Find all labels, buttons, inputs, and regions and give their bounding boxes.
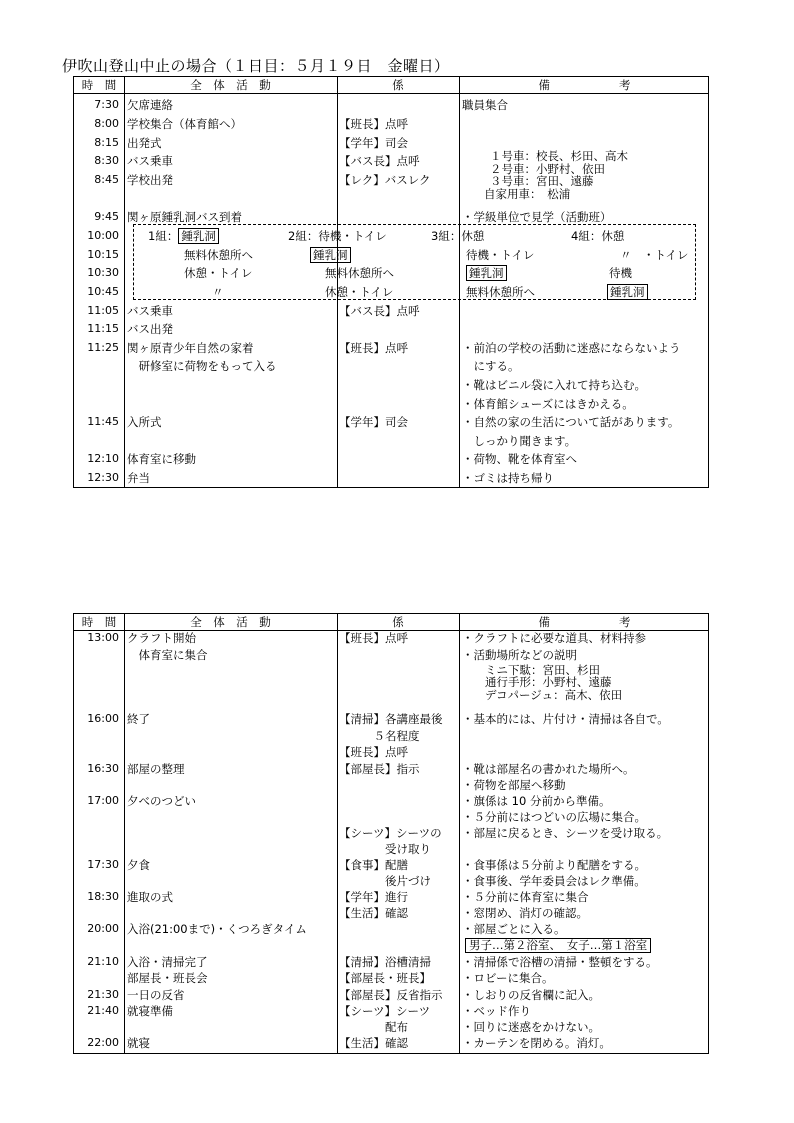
row-time: 17:30 xyxy=(87,858,119,871)
row-activity: 入浴・清掃完了 xyxy=(127,955,208,969)
row-time: 11:05 xyxy=(87,304,119,317)
row-staff: 【清掃】各講座最後 xyxy=(339,712,443,726)
header-staff: 係 xyxy=(392,615,404,629)
row-staff: 【班長】点呼 xyxy=(339,745,408,759)
row-note: ・ゴミは持ち帰り xyxy=(462,471,554,485)
row-staff: 【班長】点呼 xyxy=(339,341,408,355)
g2-1015: 鍾乳洞 xyxy=(310,248,351,262)
row-time: 11:15 xyxy=(87,322,119,335)
row-activity: 関ヶ原青少年自然の家着 xyxy=(127,341,254,355)
row-time: 11:25 xyxy=(87,341,119,354)
row-note: ・荷物を部屋へ移動 xyxy=(462,778,566,792)
row-time: 8:15 xyxy=(94,136,119,149)
row-time: 16:00 xyxy=(87,712,119,725)
row-note: ・清掃係で浴槽の清掃・整頓をする。 xyxy=(462,955,658,969)
row-time: 17:00 xyxy=(87,794,119,807)
row-note: ・ベッド作り xyxy=(462,1004,531,1018)
row-time: 10:00 xyxy=(87,229,119,242)
row-activity: 夕べのつどい xyxy=(127,794,196,808)
row-staff: 【部屋長】指示 xyxy=(339,762,420,776)
g3-1015: 待機・トイレ xyxy=(466,248,535,262)
row-time: 16:30 xyxy=(87,762,119,775)
row-note: しっかり聞きます。 xyxy=(462,434,577,448)
row-time: 13:00 xyxy=(87,631,119,644)
row-time: 10:15 xyxy=(87,248,119,261)
header-staff: 係 xyxy=(392,78,404,92)
row-time: 21:40 xyxy=(87,1004,119,1017)
row-note: ミニ下駄：宮田、杉田 xyxy=(462,663,600,677)
row-activity: バス乗車 xyxy=(127,154,173,168)
car-1: １号車：校長、杉田、高木 xyxy=(490,149,628,163)
row-staff: 【食事】配膳 xyxy=(339,858,408,872)
row-staff: 【班長】点呼 xyxy=(339,631,408,645)
row-activity: 弁当 xyxy=(127,471,150,485)
row-activity: 欠席連絡 xyxy=(127,98,173,112)
group3-label: 3組：休憩 xyxy=(431,229,485,243)
row-activity: 部屋の整理 xyxy=(127,762,185,776)
row-note: ・カーテンを閉める。消灯。 xyxy=(462,1036,611,1050)
row-staff: 【学年】進行 xyxy=(339,890,408,904)
row-staff: 【バス長】点呼 xyxy=(339,154,420,168)
row-time: 10:45 xyxy=(87,285,119,298)
row-note: ・靴は部屋名の書かれた場所へ。 xyxy=(462,762,635,776)
row-activity: 体育室に集合 xyxy=(127,648,208,662)
row-note: ・前泊の学校の活動に迷惑にならないよう xyxy=(462,341,681,355)
row-staff: 【レク】バスレク xyxy=(339,173,431,187)
row-staff: 【学年】司会 xyxy=(339,136,408,150)
row-activity: バス出発 xyxy=(127,322,173,336)
row-note: 通行手形：小野村、遠藤 xyxy=(462,675,612,689)
row-activity: 就寝準備 xyxy=(127,1004,173,1018)
g2-1045: 休憩・トイレ xyxy=(325,285,394,299)
row-note: ・回りに迷惑をかけない。 xyxy=(462,1020,600,1034)
car-2: ２号車：小野村、依田 xyxy=(490,161,605,176)
row-staff: 【学年】司会 xyxy=(339,415,408,429)
row-time: 8:00 xyxy=(94,117,119,130)
car-3: ３号車：宮田、遠藤 xyxy=(490,174,594,188)
g1-1045: 〃 xyxy=(212,285,224,299)
header-time: 時 間 xyxy=(81,78,117,92)
g3-1045: 無料休憩所へ xyxy=(466,285,535,299)
row-note: ・基本的には、片付け・清掃は各自で。 xyxy=(462,712,669,726)
row-note: ・旗係は 10 分前から準備。 xyxy=(462,794,611,808)
group2-label: 2組：待機・トイレ xyxy=(288,229,387,243)
header-activity: 全 体 活 動 xyxy=(190,615,271,629)
row-note: ・５分前に体育室に集合 xyxy=(462,890,589,904)
row-staff: 【部屋長】反省指示 xyxy=(339,988,443,1002)
row-activity: 研修室に荷物をもって入る xyxy=(127,359,277,373)
row-activity: 入所式 xyxy=(127,415,162,429)
g3-1030: 鍾乳洞 xyxy=(466,266,507,280)
row-time: 12:30 xyxy=(87,471,119,484)
g4-1045: 鍾乳洞 xyxy=(607,285,648,299)
row-note: ・食事係は５分前より配膳をする。 xyxy=(462,858,646,872)
row-time: 7:30 xyxy=(94,98,119,111)
row-note: ・５分前にはつどいの広場に集合。 xyxy=(462,810,646,824)
g1-1015: 無料休憩所へ xyxy=(184,248,253,262)
header-notes: 備 考 xyxy=(538,615,631,629)
row-time: 11:45 xyxy=(87,415,119,428)
row-note: ・活動場所などの説明 xyxy=(462,648,577,662)
row-time: 20:00 xyxy=(87,922,119,935)
car-private: 自家用車： 松浦 xyxy=(484,186,571,201)
row-time: 22:00 xyxy=(87,1036,119,1049)
header-activity: 全 体 活 動 xyxy=(190,78,271,92)
row-activity: 学校集合（体育館へ） xyxy=(127,117,242,131)
row-note: ・部屋ごとに入る。 xyxy=(462,922,566,936)
row-time: 18:30 xyxy=(87,890,119,903)
row-staff: 受け取り xyxy=(339,842,431,856)
row-note: デコパージュ：高木、依田 xyxy=(462,688,623,702)
row-time: 21:30 xyxy=(87,988,119,1001)
row-activity: バス乗車 xyxy=(127,304,173,318)
row-time: 21:10 xyxy=(87,955,119,968)
row-time: 9:45 xyxy=(94,210,119,223)
cave-label: 鍾乳洞 xyxy=(178,228,219,244)
row-staff: 【シーツ】シーツ xyxy=(339,1004,431,1018)
row-note: ・しおりの反省欄に記入。 xyxy=(462,988,600,1002)
row-note: ・部屋に戻るとき、シーツを受け取る。 xyxy=(462,826,669,840)
row-activity: 体育室に移動 xyxy=(127,452,196,466)
row-note: ・自然の家の生活について話があります。 xyxy=(462,415,680,429)
row-staff: 【生活】確認 xyxy=(339,906,408,920)
row-note: ・靴はビニル袋に入れて持ち込む。 xyxy=(462,378,646,392)
g1-1030: 休憩・トイレ xyxy=(184,266,253,280)
row-staff: 【清掃】浴槽清掃 xyxy=(339,955,431,969)
g4-1015: 〃 ・トイレ xyxy=(620,248,689,262)
row-activity: 学校出発 xyxy=(127,173,173,187)
bath-assignment-note: 男子…第２浴室、 女子…第１浴室 xyxy=(465,938,651,953)
row-activity: クラフト開始 xyxy=(127,631,196,645)
row-activity: 就寝 xyxy=(127,1036,150,1050)
row-note: ・ロビーに集合。 xyxy=(462,971,554,985)
page-title: 伊吹山登山中止の場合（１日目：５月１９日 金曜日） xyxy=(62,57,450,75)
group4-label: 4組：休憩 xyxy=(571,229,625,243)
g2-1030: 無料休憩所へ xyxy=(325,266,394,280)
row-note: ・クラフトに必要な道具、材料持参 xyxy=(462,631,646,645)
group1-label: 1組： 鍾乳洞 xyxy=(148,229,219,243)
row-activity: 部屋長・班長会 xyxy=(127,971,208,985)
row-time: 12:10 xyxy=(87,452,119,465)
row-note: ・食事後、学年委員会はレク準備。 xyxy=(462,874,646,888)
row-note: ・学級単位で見学（活動班） xyxy=(462,210,612,224)
row-staff: 【班長】点呼 xyxy=(339,117,408,131)
row-note: ・荷物、靴を体育室へ xyxy=(462,452,577,466)
row-time: 10:30 xyxy=(87,266,119,279)
row-note: にする。 xyxy=(462,359,520,373)
row-activity: 関ヶ原鍾乳洞バス到着 xyxy=(127,210,242,224)
row-time: 8:30 xyxy=(94,154,119,167)
row-staff: 【生活】確認 xyxy=(339,1036,408,1050)
row-staff: 配布 xyxy=(339,1020,408,1034)
row-note: ・体育館シューズにはきかえる。 xyxy=(462,397,634,411)
row-staff: 【バス長】点呼 xyxy=(339,304,420,318)
row-note: 職員集合 xyxy=(462,98,508,112)
row-activity: 出発式 xyxy=(127,136,162,150)
row-activity: 入浴(21:00まで)・くつろぎタイム xyxy=(127,922,307,936)
row-activity: 夕食 xyxy=(127,858,150,872)
row-activity: 終了 xyxy=(127,712,150,726)
row-note: ・窓閉め、消灯の確認。 xyxy=(462,906,589,920)
header-time: 時 間 xyxy=(81,615,117,629)
row-time: 8:45 xyxy=(94,173,119,186)
row-activity: 一日の反省 xyxy=(127,988,185,1002)
row-staff: 【部屋長・班長】 xyxy=(339,971,431,985)
row-staff: ５名程度 xyxy=(339,729,420,743)
g4-1030: 待機 xyxy=(609,266,632,280)
car-list xyxy=(484,149,628,201)
header-notes: 備 考 xyxy=(538,78,631,92)
row-activity: 進取の式 xyxy=(127,890,173,904)
row-staff: 【シーツ】シーツの xyxy=(339,826,442,840)
row-staff: 後片づけ xyxy=(339,874,431,888)
